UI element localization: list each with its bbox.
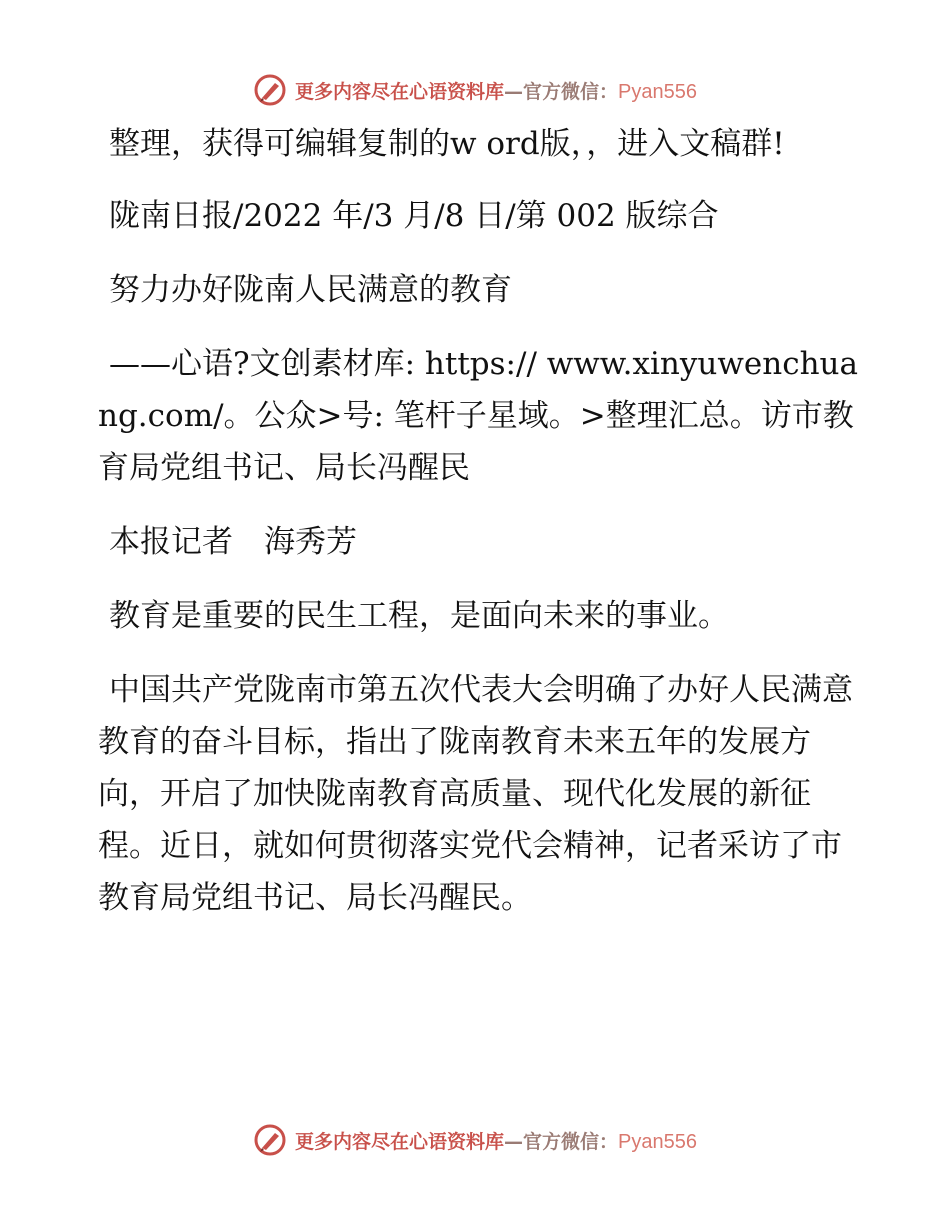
body-paragraph: 中国共产党陇南市第五次代表大会明确了办好人民满意教育的奋斗目标，指出了陇南教育未来五年的发展方向，开启了加快陇南教育高质量、现代化发展的新征程。近日，就如何贯彻落实党代会精神，记者采访了市教育局党组书记、局长冯醒民。 [98,672,853,916]
banner-wechat-label: 官方微信： [523,80,619,103]
article-title: 努力办好陇南人民满意的教育 [109,272,512,308]
pen-logo-icon [253,73,287,107]
banner-slogan: 更多内容尽在心语资料库 [295,1130,505,1153]
banner-text [295,1127,697,1154]
banner-wechat-id: Pyan556 [618,80,697,103]
pen-logo-icon [253,1123,287,1157]
banner-dash: — [504,1130,524,1153]
document-body [98,118,858,946]
subtitle-paragraph: ——心语?文创素材库: https:// www.xinyuwenchuang.com/。公众>号: 笔杆子星域。>整理汇总。访市教育局党组书记、局长冯醒民 [98,346,858,486]
banner-wechat-id: Pyan556 [618,1130,697,1153]
intro-paragraph: 整理，获得可编辑复制的w ord版，，进入文稿群! [109,126,785,162]
header-banner [0,70,950,110]
banner-text [295,77,697,104]
banner-wechat-label: 官方微信： [523,1130,619,1153]
banner-dash: — [504,80,524,103]
source-line: 陇南日报/2022 年/3 月/8 日/第 002 版综合 [109,198,719,234]
footer-banner [0,1120,950,1160]
lead-paragraph: 教育是重要的民生工程，是面向未来的事业。 [109,598,729,634]
byline: 本报记者 海秀芳 [109,524,357,560]
banner-slogan: 更多内容尽在心语资料库 [295,80,505,103]
